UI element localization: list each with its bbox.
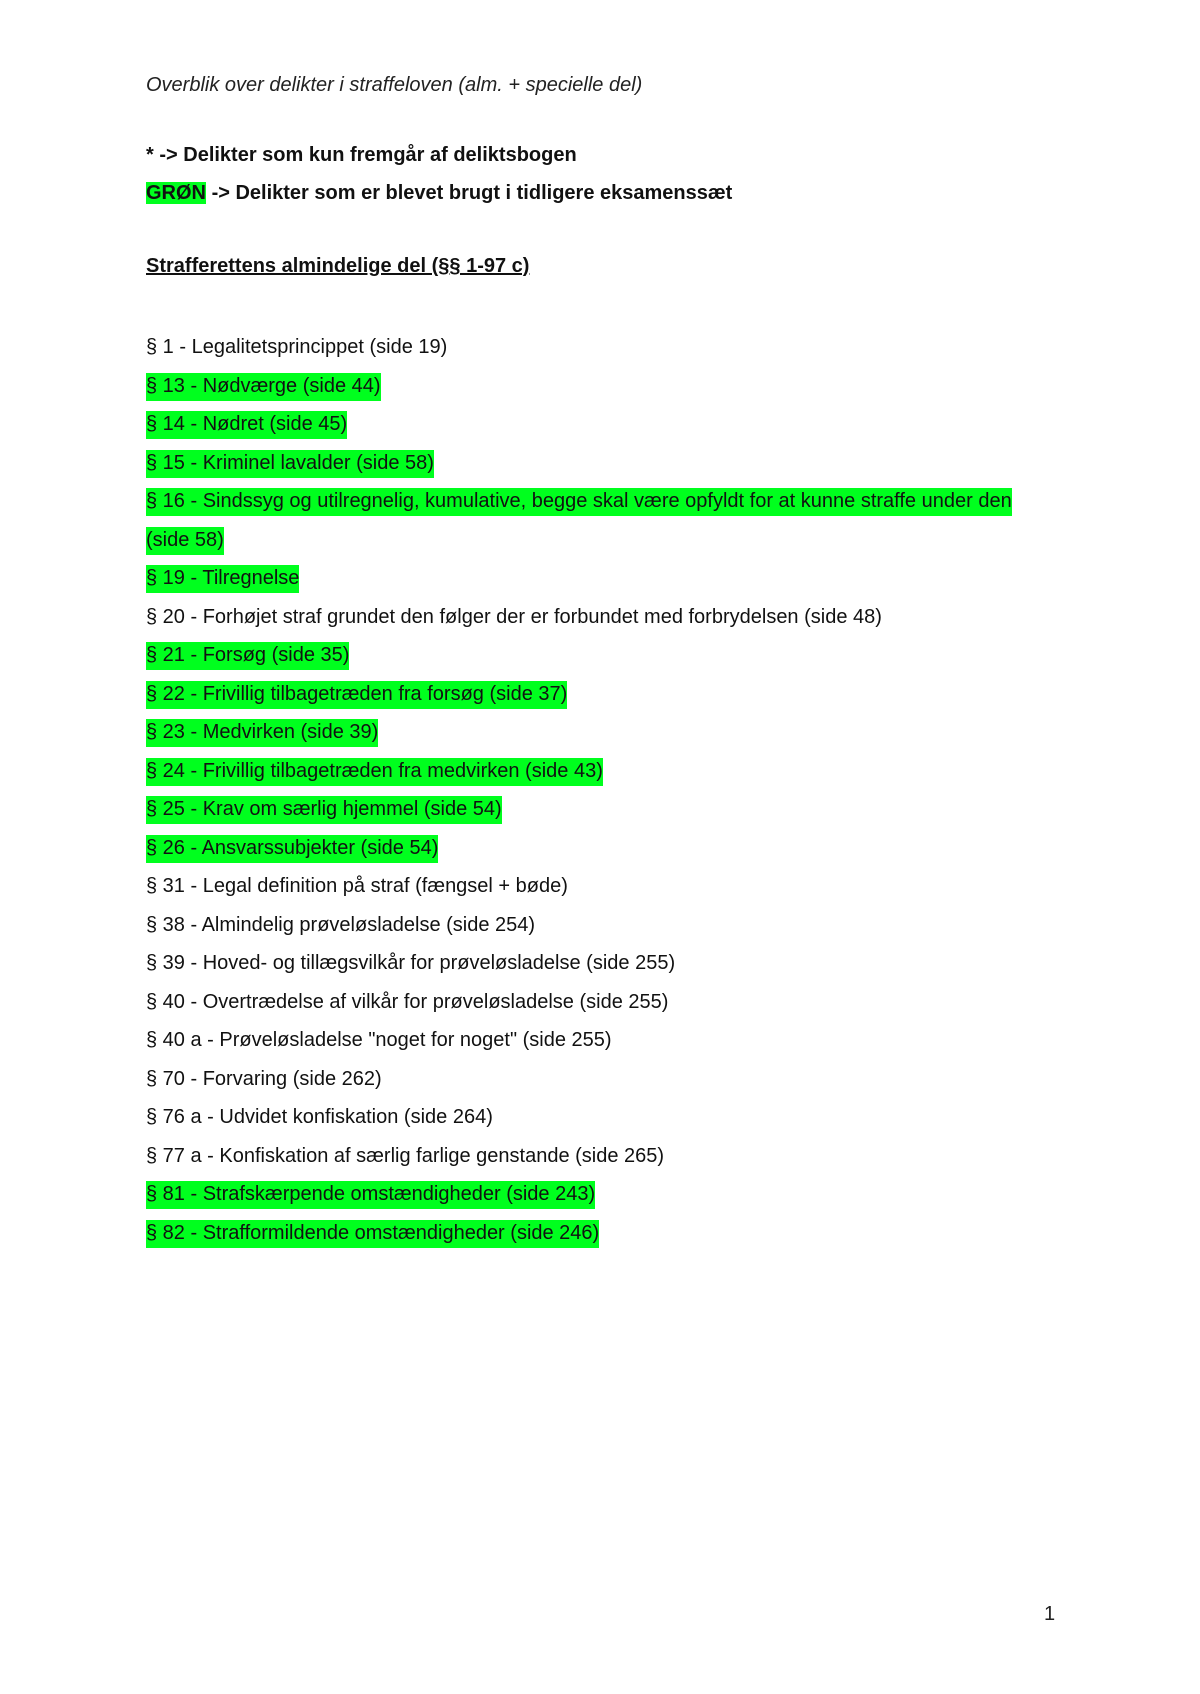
list-item [146,983,1046,1022]
list-item [146,636,1046,675]
list-item [146,367,1046,406]
list-item [146,1098,1046,1137]
list-item-text: § 82 - Strafformildende omstændigheder (side 246) [146,1220,599,1248]
list-item [146,1060,1046,1099]
entry-list [146,328,1046,1252]
legend-star-marker: * [146,144,154,166]
legend-star-line [146,140,1046,178]
page-number: 1 [1044,1603,1056,1625]
list-item [146,444,1046,483]
list-item [146,1214,1046,1253]
list-item [146,829,1046,868]
list-item-text: § 16 - Sindssyg og utilregnelig, kumulative, begge skal være opfyldt for at kunne straffe under den (side 58) [146,488,1012,555]
section-heading: Strafferettens almindelige del (§§ 1-97 c) [146,255,530,277]
list-item-text: § 38 - Almindelig prøveløsladelse (side 254) [146,913,536,936]
document-page [146,70,1046,1268]
list-item-text: § 26 - Ansvarssubjekter (side 54) [146,835,438,863]
list-item-text: § 31 - Legal definition på straf (fængsel + bøde) [146,875,568,897]
list-item [146,482,1046,559]
list-item-text: § 25 - Krav om særlig hjemmel (side 54) [146,796,502,824]
list-item [146,790,1046,829]
list-item-text: § 19 - Tilregnelse [146,565,299,593]
list-item-text: § 24 - Frivillig tilbagetræden fra medvirken (side 43) [146,758,603,786]
document-subtitle: Overblik over delikter i straffeloven (alm. + specielle del) [146,74,643,96]
list-item-text: § 40 a - Prøveløsladelse "noget for noget" (side 255) [146,1029,612,1051]
list-item-text: § 14 - Nødret (side 45) [146,411,347,439]
list-item-text: § 1 - Legalitetsprincippet (side 19) [146,336,448,358]
list-item-text: § 21 - Forsøg (side 35) [146,642,349,670]
list-item-text: § 81 - Strafskærpende omstændigheder (side 243) [146,1181,595,1209]
legend [146,140,1046,216]
list-item-text: § 23 - Medvirken (side 39) [146,719,378,747]
list-item [146,405,1046,444]
list-item-text: § 76 a - Udvidet konfiskation (side 264) [146,1106,493,1128]
list-item [146,1021,1046,1060]
list-item [146,944,1046,983]
list-item-text: § 20 - Forhøjet straf grundet den følger der er forbundet med forbrydelsen (side 48) [146,605,882,628]
legend-green-text: -> Delikter som er blevet brugt i tidligere eksamenssæt [211,182,733,204]
legend-green-marker: GRØN [146,182,206,204]
legend-star-text: -> Delikter som kun fremgår af deliktsbogen [159,144,577,166]
list-item [146,559,1046,598]
list-item-text: § 39 - Hoved- og tillægsvilkår for prøveløsladelse (side 255) [146,952,676,974]
list-item [146,328,1046,367]
list-item-text: § 77 a - Konfiskation af særlig farlige genstande (side 265) [146,1144,665,1167]
list-item [146,752,1046,791]
list-item-text: § 40 - Overtrædelse af vilkår for prøveløsladelse (side 255) [146,990,669,1013]
list-item-text: § 15 - Kriminel lavalder (side 58) [146,450,434,478]
list-item-text: § 13 - Nødværge (side 44) [146,373,381,401]
list-item [146,1137,1046,1176]
legend-green-line [146,178,1046,216]
list-item [146,598,1046,637]
list-item [146,713,1046,752]
list-item [146,1175,1046,1214]
list-item [146,867,1046,906]
list-item-text: § 22 - Frivillig tilbagetræden fra forsøg (side 37) [146,681,567,709]
list-item-text: § 70 - Forvaring (side 262) [146,1067,382,1090]
list-item [146,675,1046,714]
list-item [146,906,1046,945]
